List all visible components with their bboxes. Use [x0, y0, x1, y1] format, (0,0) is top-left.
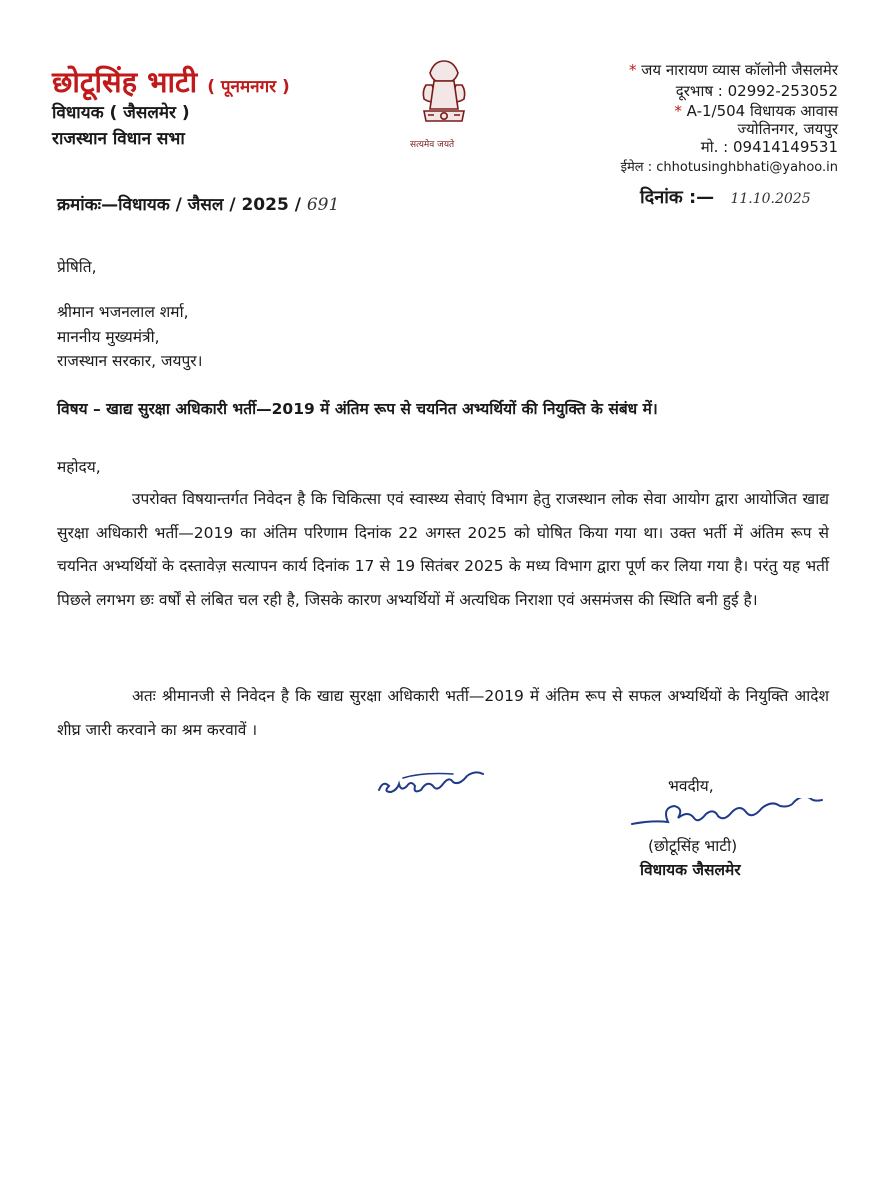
recipient-salutation: प्रेषिति,	[57, 258, 97, 276]
body-paragraph-2-text: अतः श्रीमानजी से निवेदन है कि खाद्य सुरक्षा अधिकारी भर्ती—2019 में अंतिम रूप से सफल अभ्यर्थियों के नियुक्ति आदेश शीघ्र जारी करवाने का श्रम करवावें ।	[57, 687, 829, 739]
letter-greeting: महोदय,	[57, 458, 101, 476]
closing-text: भवदीय,	[668, 777, 714, 795]
letterhead-designation: विधायक ( जैसलमेर )	[52, 103, 190, 123]
body-paragraph-1	[57, 483, 829, 617]
letter-date	[640, 185, 811, 209]
signatory-designation: विधायक जैसलमेर	[640, 861, 741, 879]
recipient-line-3: राजस्थान सरकार, जयपुर।	[57, 352, 203, 370]
emblem-caption: सत्यमेव जयते	[410, 140, 455, 150]
handwritten-initial-icon	[373, 768, 488, 804]
letterhead-name-suffix: ( पूनमनगर )	[207, 77, 290, 97]
mobile-number: 09414149531	[733, 138, 838, 156]
letterhead-assembly: राजस्थान विधान सभा	[52, 129, 185, 149]
address-line-2-text: A-1/504 विधायक आवास	[686, 102, 838, 120]
mobile-label: मो. :	[700, 138, 729, 156]
date-label: दिनांक :—	[640, 187, 715, 208]
address-line-1-text: जय नारायण व्यास कॉलोनी जैसलमेर	[641, 61, 838, 79]
reference-handwritten-number: 691	[306, 195, 340, 215]
letterhead-name-text: छोटूसिंह भाटी	[52, 65, 198, 99]
reference-label: क्रमांकः—विधायक / जैसल / 2025 /	[57, 195, 301, 215]
recipient-line-2: माननीय मुख्यमंत्री,	[57, 328, 160, 346]
email-line	[621, 157, 838, 175]
letter-subject: विषय – खाद्य सुरक्षा अधिकारी भर्ती—2019 में अंतिम रूप से चयनित अभ्यर्थियों की नियुक्ति के संबंध में।	[57, 400, 658, 418]
phone-label: दूरभाष :	[675, 82, 723, 100]
phone-number: 02992-253052	[727, 82, 838, 100]
recipient-line-1: श्रीमान भजनलाल शर्मा,	[57, 303, 189, 321]
body-paragraph-1-text: उपरोक्त विषयान्तर्गत निवेदन है कि चिकित्सा एवं स्वास्थ्य सेवाएं विभाग हेतु राजस्थान लोक सेवा आयोग द्वारा आयोजित खाद्य सुरक्षा अधिकारी भर्ती—2019 का अंतिम परिणाम दिनांक 22 अगस्त 2025 को घोषित किया गया था। उक्त भर्ती में अंतिम रूप से चयनित अभ्यर्थियों के दस्तावेज़ सत्यापन कार्य दिनांक 17 से 19 सितंबर 2025 के मध्य विभाग द्वारा पूर्ण कर लिया गया है। परंतु यह भर्ती पिछले लगभग छः वर्षों से लंबित चल रही है, जिसके कारण अभ्यर्थियों में अत्यधिक निराशा एवं असमंजस की स्थिति बनी हुई है।	[57, 490, 829, 609]
address-line-3: ज्योतिनगर, जयपुर	[737, 120, 838, 138]
letterhead-name	[52, 62, 290, 101]
body-paragraph-2	[57, 680, 829, 747]
signatory-name: (छोटूसिंह भाटी)	[648, 837, 738, 855]
reference-number	[57, 192, 339, 215]
phone-line	[676, 81, 838, 101]
email-label: ईमेल :	[620, 160, 653, 175]
mobile-line	[701, 137, 838, 157]
signature-icon	[628, 798, 838, 834]
date-handwritten-value: 11.10.2025	[730, 191, 811, 207]
address-line-1: * जय नारायण व्यास कॉलोनी जैसलमेर	[628, 61, 838, 79]
email-address: chhotusinghbhati@yahoo.in	[656, 160, 838, 175]
address-line-2: * A-1/504 विधायक आवास	[674, 102, 838, 120]
